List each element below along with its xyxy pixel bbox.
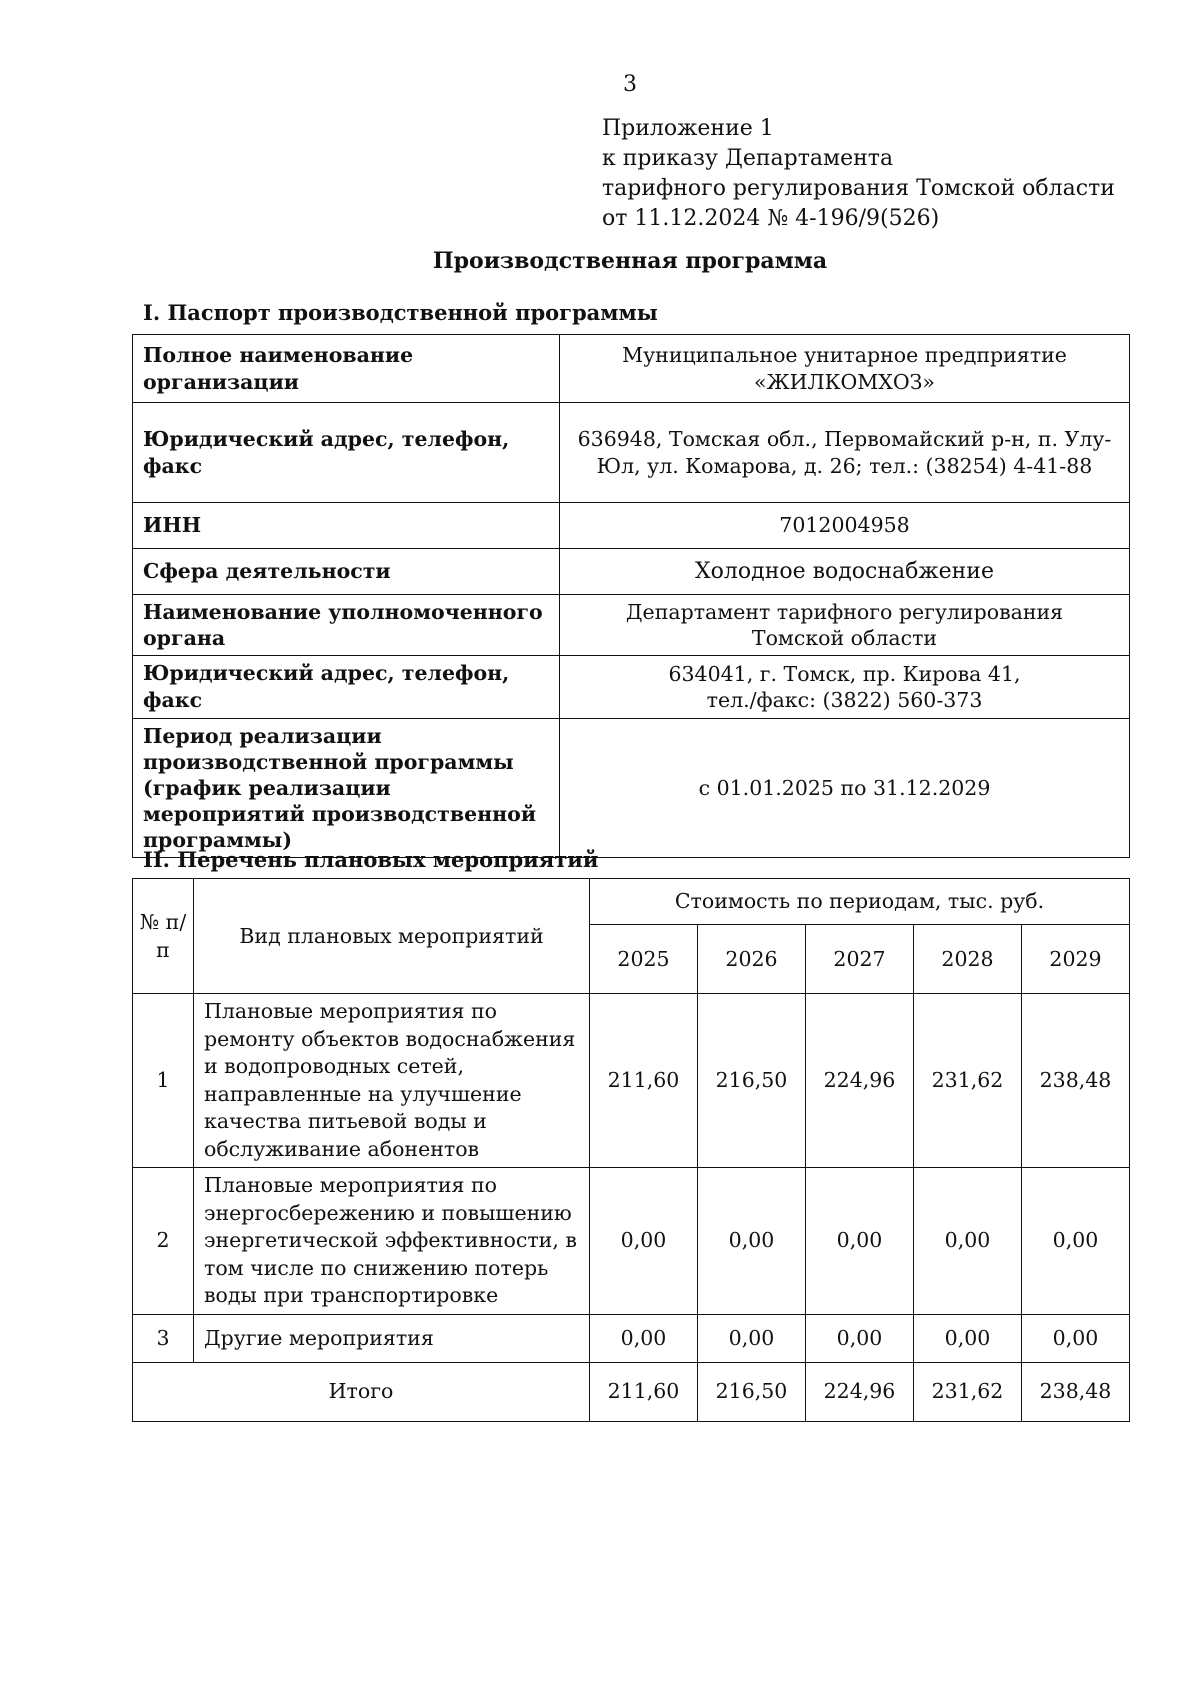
passport-label: ИНН <box>133 503 560 549</box>
passport-value: Муниципальное унитарное предприятие «ЖИЛКОМХОЗ» <box>560 335 1130 403</box>
passport-row <box>133 335 1130 403</box>
page-number: 3 <box>623 72 637 97</box>
header-row <box>133 879 1130 925</box>
annex-line: к приказу Департамента <box>602 146 894 171</box>
table-row <box>133 1314 1130 1362</box>
column-header-kind: Вид плановых мероприятий <box>194 879 590 994</box>
total-row <box>133 1362 1130 1421</box>
row-value: 0,00 <box>698 1168 806 1315</box>
row-value: 0,00 <box>806 1168 914 1315</box>
total-value: 238,48 <box>1022 1362 1130 1421</box>
row-value: 0,00 <box>590 1314 698 1362</box>
year-header: 2028 <box>914 925 1022 994</box>
row-value: 0,00 <box>698 1314 806 1362</box>
passport-label: Период реализации производственной программы (график реализации мероприятий производственной программы) <box>133 719 560 858</box>
row-num: 3 <box>133 1314 194 1362</box>
row-value: 216,50 <box>698 994 806 1168</box>
passport-row <box>133 656 1130 719</box>
row-value: 224,96 <box>806 994 914 1168</box>
section-title-passport: I. Паспорт производственной программы <box>143 300 658 325</box>
total-value: 224,96 <box>806 1362 914 1421</box>
annex-line: от 11.12.2024 № 4-196/9(526) <box>602 206 940 231</box>
total-value: 216,50 <box>698 1362 806 1421</box>
row-value: 0,00 <box>914 1314 1022 1362</box>
row-value: 231,62 <box>914 994 1022 1168</box>
row-description: Другие мероприятия <box>194 1314 590 1362</box>
row-value: 0,00 <box>1022 1168 1130 1315</box>
document-title: Производственная программа <box>432 248 828 274</box>
year-header: 2026 <box>698 925 806 994</box>
passport-value: с 01.01.2025 по 31.12.2029 <box>560 719 1130 858</box>
passport-table <box>132 334 1130 858</box>
row-value: 238,48 <box>1022 994 1130 1168</box>
column-header-num: № п/п <box>133 879 194 994</box>
passport-value: 636948, Томская обл., Первомайский р-н, п. Улу- Юл, ул. Комарова, д. 26; тел.: (38254) 4-41-88 <box>560 403 1130 503</box>
passport-value: 634041, г. Томск, пр. Кирова 41, тел./факс: (3822) 560-373 <box>560 656 1130 719</box>
passport-row <box>133 595 1130 656</box>
passport-label: Наименование уполномоченного органа <box>133 595 560 656</box>
passport-value: 7012004958 <box>560 503 1130 549</box>
passport-value: Департамент тарифного регулирования Томской области <box>560 595 1130 656</box>
passport-value: Холодное водоснабжение <box>560 549 1130 595</box>
column-header-cost: Стоимость по периодам, тыс. руб. <box>590 879 1130 925</box>
row-description: Плановые мероприятия по энергосбережению и повышению энергетической эффективности, в том числе по снижению потерь воды при транспортировке <box>194 1168 590 1315</box>
passport-label: Юридический адрес, телефон, факс <box>133 656 560 719</box>
passport-row <box>133 719 1130 858</box>
passport-label: Юридический адрес, телефон, факс <box>133 403 560 503</box>
total-label: Итого <box>133 1362 590 1421</box>
passport-row <box>133 503 1130 549</box>
year-header: 2027 <box>806 925 914 994</box>
section-title-activities: II. Перечень плановых мероприятий <box>143 847 599 872</box>
table-row <box>133 994 1130 1168</box>
year-header: 2029 <box>1022 925 1130 994</box>
passport-row <box>133 549 1130 595</box>
row-value: 0,00 <box>914 1168 1022 1315</box>
row-value: 211,60 <box>590 994 698 1168</box>
activities-table <box>132 878 1130 1422</box>
row-num: 2 <box>133 1168 194 1315</box>
total-value: 211,60 <box>590 1362 698 1421</box>
passport-row <box>133 403 1130 503</box>
table-row <box>133 1168 1130 1315</box>
row-value: 0,00 <box>590 1168 698 1315</box>
passport-label: Полное наименование организации <box>133 335 560 403</box>
total-value: 231,62 <box>914 1362 1022 1421</box>
annex-line: тарифного регулирования Томской области <box>602 176 1115 201</box>
row-value: 0,00 <box>806 1314 914 1362</box>
row-description: Плановые мероприятия по ремонту объектов водоснабжения и водопроводных сетей, направленные на улучшение качества питьевой воды и обслуживание абонентов <box>194 994 590 1168</box>
row-value: 0,00 <box>1022 1314 1130 1362</box>
year-header: 2025 <box>590 925 698 994</box>
row-num: 1 <box>133 994 194 1168</box>
annex-block <box>602 114 1115 234</box>
passport-label: Сфера деятельности <box>133 549 560 595</box>
annex-line: Приложение 1 <box>602 116 774 141</box>
